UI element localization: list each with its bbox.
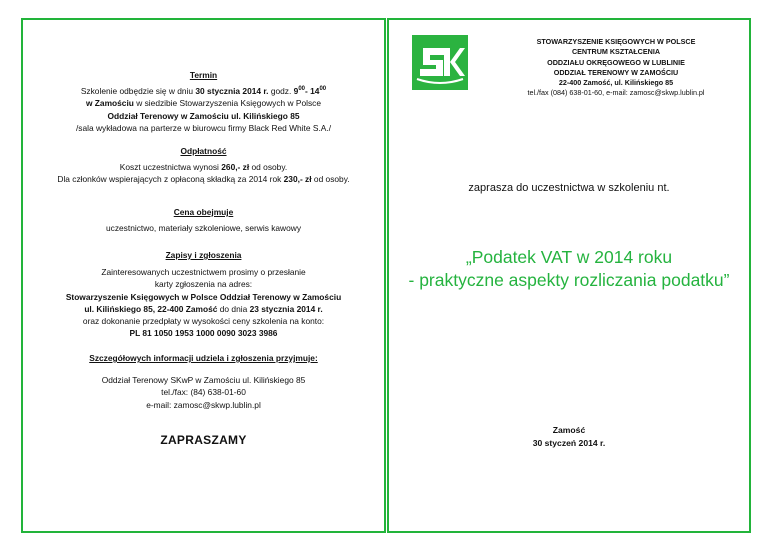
cena-section bbox=[23, 206, 384, 234]
right-panel bbox=[387, 18, 751, 533]
zapisy-line-1: Zainteresowanych uczestnictwem prosimy o przesłanie bbox=[101, 267, 306, 278]
organization-header bbox=[489, 37, 743, 99]
odplatnosc-line-2: Dla członków wspierających z opłaconą składką za 2014 rok 230,- zł od osoby. bbox=[57, 174, 350, 185]
termin-line-3: Oddział Terenowy w Zamościu ul. Kilińskiego 85 bbox=[107, 110, 300, 121]
org-line-1: STOWARZYSZENIE KSIĘGOWYCH W POLSCE bbox=[536, 37, 696, 46]
invite-text: zaprasza do uczestnictwa w szkoleniu nt. bbox=[468, 182, 670, 194]
zapisy-section bbox=[23, 249, 384, 339]
zapisy-line-4: ul. Kilińskiego 85, 22-400 Zamość do dnia 23 stycznia 2014 r. bbox=[84, 303, 323, 314]
org-line-2: CENTRUM KSZTAŁCENIA bbox=[571, 47, 661, 57]
zapraszamy-text: ZAPRASZAMY bbox=[160, 433, 247, 447]
termin-heading: Termin bbox=[189, 70, 218, 80]
org-line-6: tel./fax (084) 638-01-60, e-mail: zamosc@skwp.lublin.pl bbox=[527, 88, 705, 98]
training-title bbox=[389, 246, 749, 292]
termin-line-1: Szkolenie odbędzie się w dniu 30 stycznia 2014 r. godz. $9^{00}-$ $14^{00}$ bbox=[80, 86, 327, 97]
left-panel bbox=[21, 18, 386, 533]
info-line-3: e-mail: zamosc@skwp.lublin.pl bbox=[146, 399, 261, 410]
odplatnosc-heading: Odpłatność bbox=[180, 146, 227, 156]
org-line-5: 22-400 Zamość, ul. Kilińskiego 85 bbox=[558, 78, 674, 88]
place-text: Zamość bbox=[552, 425, 586, 435]
skwp-logo bbox=[412, 35, 468, 90]
org-line-4: ODDZIAŁ TERENOWY W ZAMOŚCIU bbox=[553, 67, 679, 77]
cena-line-1: uczestnictwo, materiały szkoleniowe, serwis kawowy bbox=[105, 223, 302, 234]
info-line-2: tel./fax: (84) 638-01-60 bbox=[161, 387, 246, 398]
odplatnosc-line-1: Koszt uczestnictwa wynosi 260,- zł od osoby. bbox=[119, 162, 288, 173]
odplatnosc-section bbox=[23, 145, 384, 186]
skwp-logo-icon bbox=[412, 35, 468, 90]
zapisy-line-6: PL 81 1050 1953 1000 0090 3023 3986 bbox=[129, 328, 278, 339]
cena-heading: Cena obejmuje bbox=[173, 207, 234, 217]
training-title-line-1: „Podatek VAT w 2014 roku bbox=[465, 247, 673, 267]
place-date bbox=[389, 424, 749, 449]
termin-line-2: w Zamościu w siedzibie Stowarzyszenia Księgowych w Polsce bbox=[85, 98, 322, 109]
training-title-line-2: - praktyczne aspekty rozliczania podatku” bbox=[408, 270, 730, 290]
info-section bbox=[23, 352, 384, 411]
date-text: 30 styczeń 2014 r. bbox=[532, 437, 606, 448]
zapisy-line-5: oraz dokonanie przedpłaty w wysokości ceny szkolenia na konto: bbox=[82, 316, 325, 327]
zapisy-line-2: karty zgłoszenia na adres: bbox=[154, 279, 253, 290]
termin-section bbox=[23, 69, 384, 134]
zapisy-heading: Zapisy i zgłoszenia bbox=[165, 250, 242, 260]
info-line-1: Oddział Terenowy SKwP w Zamościu ul. Kilińskiego 85 bbox=[101, 375, 306, 386]
zapisy-line-3: Stowarzyszenie Księgowych w Polsce Oddział Terenowy w Zamościu bbox=[65, 291, 342, 302]
info-heading: Szczegółowych informacji udziela i zgłoszenia przyjmuje: bbox=[89, 353, 318, 363]
termin-line-4: /sala wykładowa na parterze w biurowcu firmy Black Red White S.A./ bbox=[75, 122, 332, 133]
org-line-3: ODDZIAŁU OKRĘGOWEGO W LUBLINIE bbox=[547, 57, 685, 67]
